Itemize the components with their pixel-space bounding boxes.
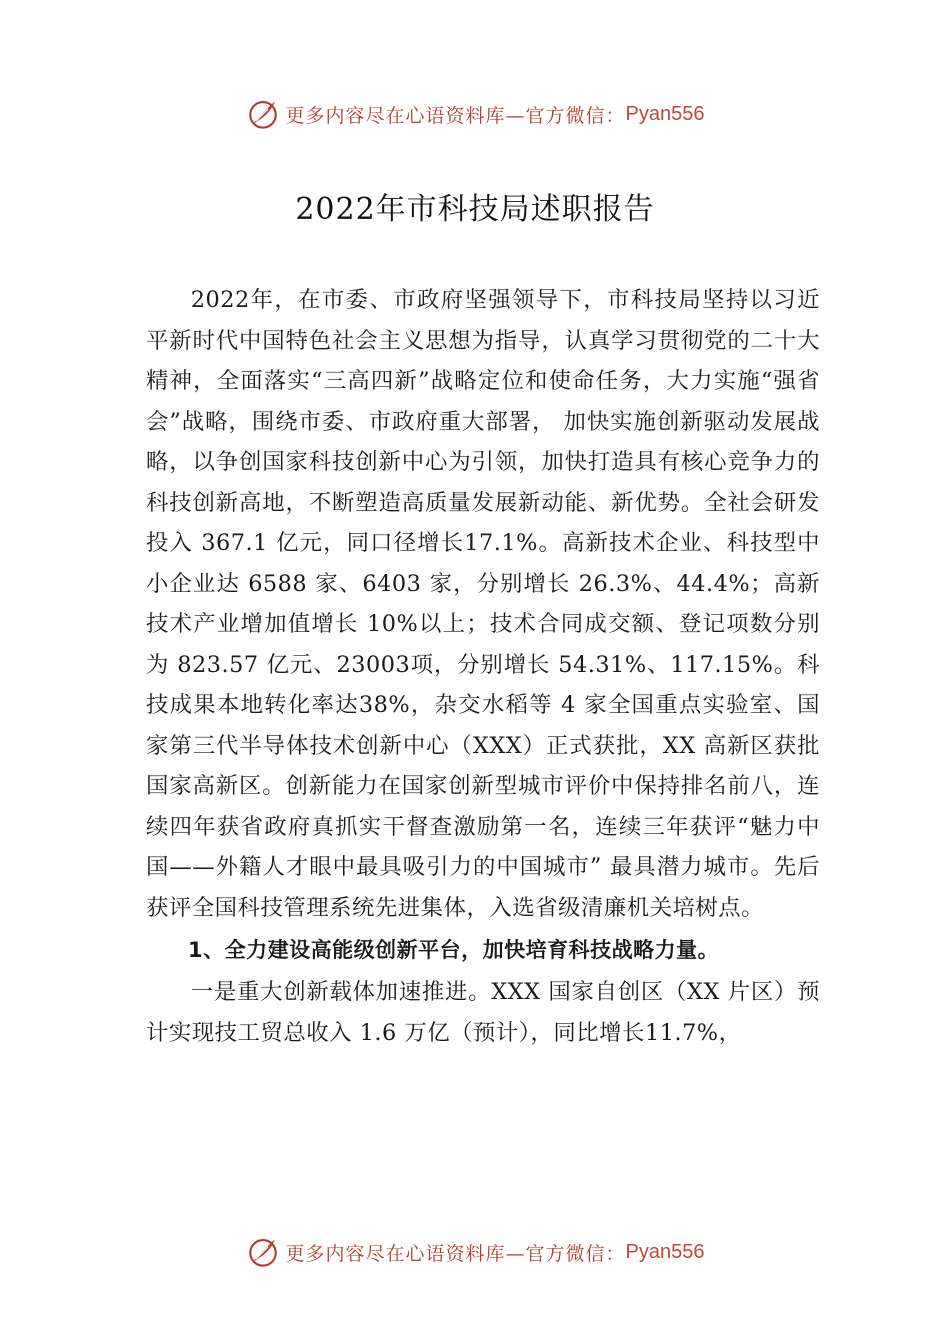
watermark-site-text: 更多内容尽在心语资料库—官方微信： <box>285 1242 626 1265</box>
intro-paragraph: 2022年，在市委、市政府坚强领导下，市科技局坚持以习近平新时代中国特色社会主义思想为指导，认真学习贯彻党的二十大精神，全面落实“三高四新”战略定位和使命任务，大力实施“强省会”战略，围绕市委、市政府重大部署， 加快实施创新驱动发展战略，以争创国家科技创新中心为引领，加快打造具有核心竞争力的科技创新高地，不断塑造高质量发展新动能、新优势。全社会研发投入 367.1 亿元，同口径增长17.1%。高新技术企业、科技型中小企业达 6588 家、6403 家，分别增长 26.3%、44.4%；高新技术产业增加值增长 10%以上；技术合同成交额、登记项数分别为 823.57 亿元、23003项，分别增长 54.31%、117.15%。科技成果本地转化率达38%，杂交水稻等 4 家全国重点实验室、国家第三代半导体技术创新中心（XXX）正式获批，XX 高新区获批国家高新区。创新能力在国家创新型城市评价中保持排名前八，连续四年获省政府真抓实干督查激励第一名，连续三年获评“魅力中国——外籍人才眼中最具吸引力的中国城市” 最具潜力城市。先后获评全国科技管理系统先进集体，入选省级清廉机关培树点。 <box>146 287 820 921</box>
watermark-handle: Pyan556 <box>625 102 705 125</box>
quill-seal-icon <box>246 97 280 131</box>
section-paragraph: 一是重大创新载体加速推进。XXX 国家自创区（XX 片区）预计实现技工贸总收入 1.6 万亿（预计），同比增长11.7%， <box>146 979 820 1046</box>
watermark-handle: Pyan556 <box>625 1240 705 1263</box>
document-title: 2022年市科技局述职报告 <box>295 192 655 227</box>
quill-seal-icon <box>246 1235 280 1269</box>
section-heading: 1、全力建设高能级创新平台，加快培育科技战略力量。 <box>188 938 720 962</box>
watermark-banner-bottom <box>0 1232 950 1272</box>
watermark-site-text: 更多内容尽在心语资料库—官方微信： <box>285 104 626 127</box>
watermark-banner-top <box>0 94 950 134</box>
document-body <box>146 280 820 1053</box>
